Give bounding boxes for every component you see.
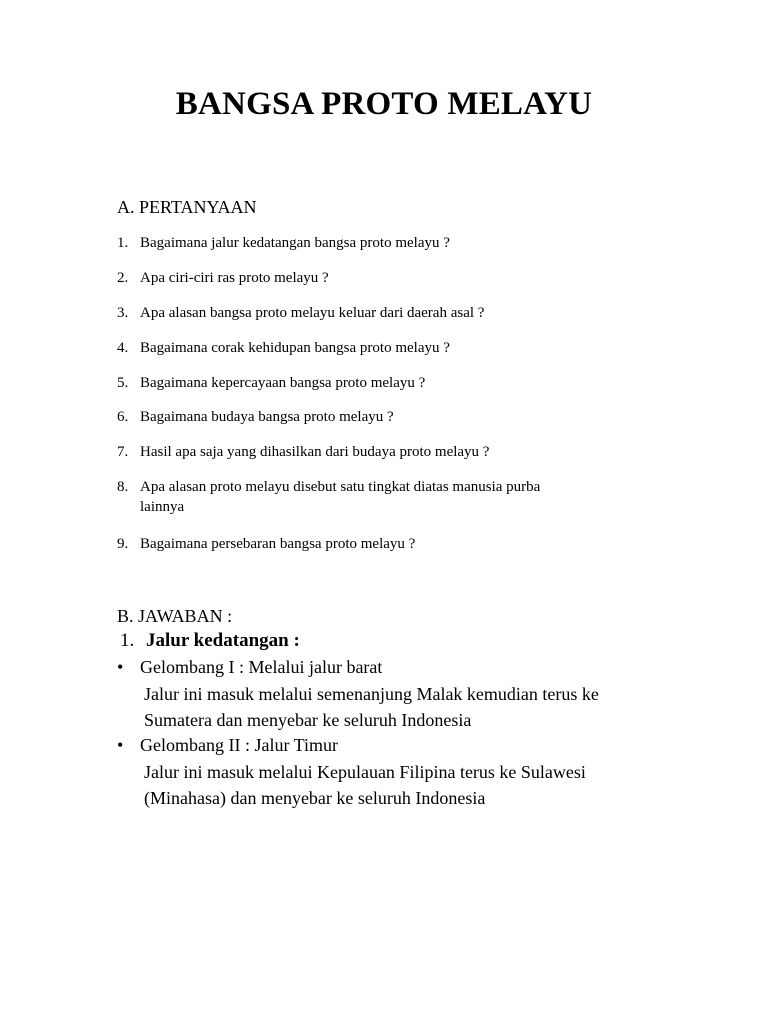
question-number: 3. [117,305,129,321]
section-b-heading: B. JAWABAN : [117,606,233,626]
answer-title: Jalur kedatangan : [146,630,300,651]
wave-label: Gelombang I : Melalui jalur barat [140,657,383,677]
question-text: Apa ciri-ciri ras proto melayu ? [140,270,329,286]
wave-detail-line: Jalur ini masuk melalui semenanjung Malak kemudian terus ke [144,684,599,704]
question-text: Bagaimana jalur kedatangan bangsa proto melayu ? [140,235,450,251]
question-number: 6. [117,409,129,425]
question-item [117,302,484,324]
bullet-item [117,657,382,678]
bullet-item [117,735,338,756]
question-number: 7. [117,444,129,460]
question-number: 2. [117,270,129,286]
section-a-heading: A. PERTANYAAN [117,197,257,217]
question-item [117,406,394,428]
answer-number: 1. [120,630,135,651]
wave-label: Gelombang II : Jalur Timur [140,735,338,755]
question-number: 4. [117,340,129,356]
question-text: Bagaimana corak kehidupan bangsa proto melayu ? [140,340,450,356]
question-item [117,337,450,359]
bullet-icon: • [117,657,124,677]
question-text: Apa alasan bangsa proto melayu keluar dari daerah asal ? [140,305,485,321]
question-number: 9. [117,536,129,552]
bullet-icon: • [117,735,124,755]
question-text-continuation: lainnya [140,499,185,515]
question-item [117,441,489,463]
question-text: Apa alasan proto melayu disebut satu tingkat diatas manusia purba [140,479,541,495]
question-text: Bagaimana kepercayaan bangsa proto melayu ? [140,375,426,391]
question-item [117,232,450,254]
question-text: Bagaimana budaya bangsa proto melayu ? [140,409,394,425]
question-item [117,372,425,394]
question-number: 5. [117,375,129,391]
wave-detail-line: Sumatera dan menyebar ke seluruh Indonesia [144,710,472,730]
question-item [117,267,329,289]
question-number: 8. [117,479,129,495]
answer-subheading [120,630,300,652]
question-text: Bagaimana persebaran bangsa proto melayu ? [140,536,416,552]
question-item [117,533,415,555]
wave-detail-line: (Minahasa) dan menyebar ke seluruh Indonesia [144,788,486,808]
question-item [117,476,540,498]
question-text: Hasil apa saja yang dihasilkan dari budaya proto melayu ? [140,444,490,460]
document-title: BANGSA PROTO MELAYU [175,86,593,122]
question-number: 1. [117,235,129,251]
wave-detail-line: Jalur ini masuk melalui Kepulauan Filipina terus ke Sulawesi [144,762,586,782]
